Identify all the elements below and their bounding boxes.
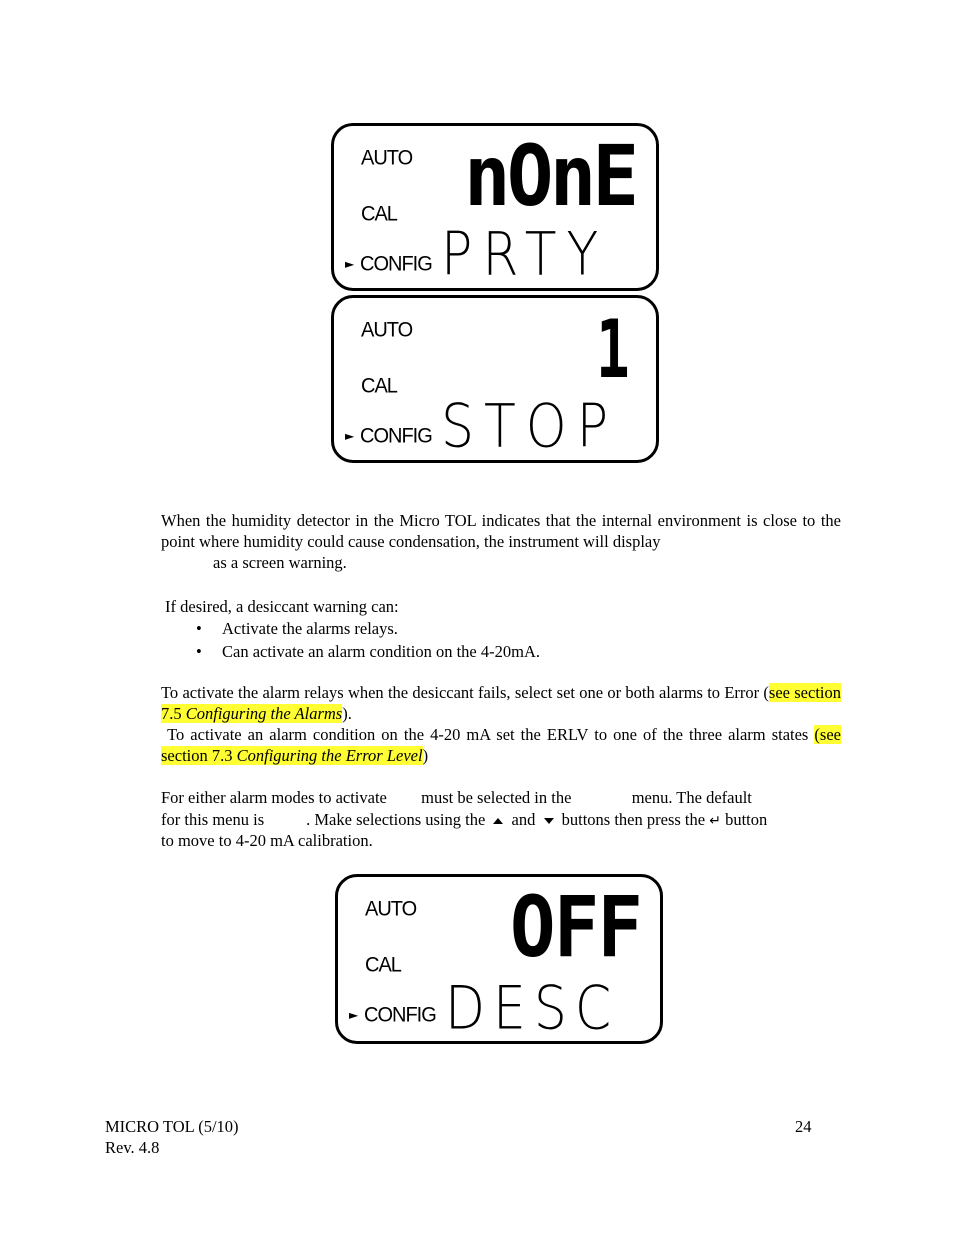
bottom-value: STOP — [441, 392, 619, 462]
error-level-end: ) — [422, 746, 429, 765]
auto-label: AUTO — [361, 318, 413, 342]
section-7-3-title: Configuring the Error Level — [236, 746, 423, 765]
config-label: CONFIG — [364, 1003, 436, 1027]
section-7-5-label: see section 7.5 — [161, 683, 841, 723]
alarm-relays-text: To activate the alarm relays when the desiccant fails, select set one or both alarms to Error ( — [161, 683, 769, 702]
humidity-warning-end: as a screen warning. — [213, 553, 347, 572]
top-value: 1 — [596, 303, 630, 396]
desiccant-intro-text: If desired, a desiccant warning can: — [165, 597, 399, 616]
alarm-modes-text-h: button — [725, 810, 768, 829]
alarm-modes-text-f: and — [511, 810, 536, 829]
bullet-text-4-20ma: Can activate an alarm condition on the 4-20mA. — [222, 642, 540, 661]
footer-revision: Rev. 4.8 — [105, 1138, 160, 1157]
bottom-value: PRTY — [441, 220, 609, 290]
desiccant-intro — [165, 596, 845, 617]
bottom-value: DESC — [445, 974, 620, 1044]
section-7-5-title: Configuring the Alarms — [185, 704, 343, 723]
mode-pointer-icon: ► — [349, 1008, 359, 1022]
mode-pointer-icon: ► — [345, 429, 355, 443]
enter-icon: ↵ — [709, 813, 721, 829]
top-value: nOnE — [464, 127, 636, 225]
mode-pointer-icon: ► — [345, 257, 355, 271]
lcd-display-desiccant — [335, 874, 663, 1044]
alarm-modes-line1 — [161, 787, 841, 808]
auto-label: AUTO — [361, 146, 413, 170]
alarm-modes-line2 — [161, 809, 841, 832]
bullet-item: • — [196, 642, 202, 661]
config-label: CONFIG — [360, 252, 432, 276]
alarm-relays-end: ). — [342, 704, 352, 723]
cal-label: CAL — [361, 374, 397, 398]
alarm-relays-paragraph — [161, 682, 841, 724]
alarm-modes-text-i: to move to 4-20 mA calibration. — [161, 831, 373, 850]
page-number: 24 — [795, 1117, 812, 1136]
alarm-modes-text-c: menu. The default — [631, 788, 752, 807]
cal-label: CAL — [365, 953, 401, 977]
top-value: OFF — [510, 878, 642, 976]
alarm-modes-text-b: must be selected in the — [421, 788, 572, 807]
auto-label: AUTO — [365, 897, 417, 921]
footer-product: MICRO TOL (5/10) — [105, 1117, 239, 1136]
alarm-modes-text-e: . Make selections using the — [306, 810, 486, 829]
alarm-modes-text-a: For either alarm modes to activate — [161, 788, 387, 807]
lcd-display-parity — [331, 123, 659, 291]
humidity-warning-text: When the humidity detector in the Micro TOL indicates that the internal environment is close to the point where humidity could cause condensation, the instrument will display — [161, 511, 841, 551]
bullet-item: • — [196, 619, 202, 638]
cal-label: CAL — [361, 202, 397, 226]
section-7-3-label: (see section 7.3 — [161, 725, 841, 765]
bullet-text-relays: Activate the alarms relays. — [222, 619, 398, 638]
error-level-paragraph — [161, 724, 841, 766]
alarm-modes-text-d: for this menu is — [161, 810, 265, 829]
error-level-text: To activate an alarm condition on the 4-20 mA set the ERLV to one of the three alarm states — [167, 725, 815, 744]
humidity-warning-paragraph — [161, 510, 841, 573]
alarm-modes-line3 — [161, 830, 841, 851]
down-arrow-icon — [544, 818, 554, 824]
lcd-display-stop-bits — [331, 295, 659, 463]
config-label: CONFIG — [360, 424, 432, 448]
alarm-modes-text-g: buttons then press the — [561, 810, 706, 829]
up-arrow-icon — [493, 818, 503, 824]
